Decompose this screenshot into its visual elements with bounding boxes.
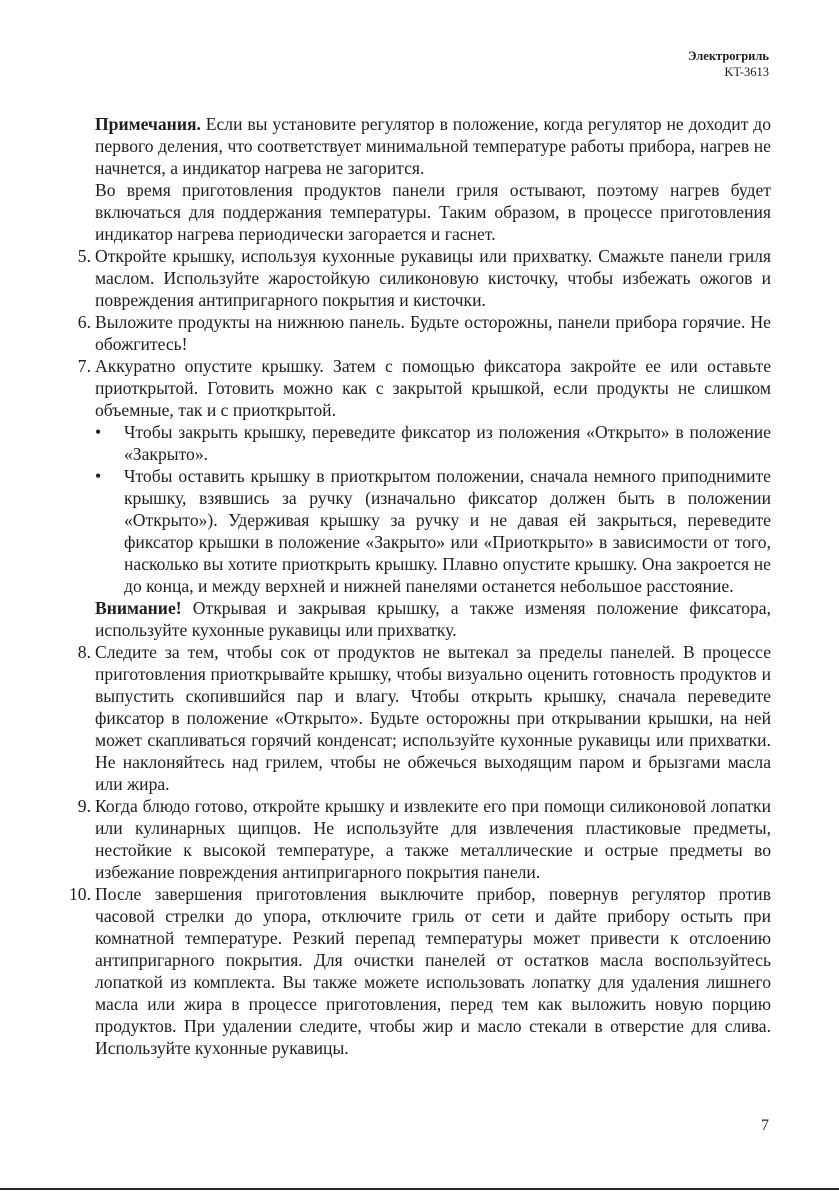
notes-paragraph [95, 113, 771, 179]
page-body [69, 113, 771, 1059]
header-product-name: Электрогриль [687, 49, 769, 63]
step-number: 5. [77, 246, 91, 266]
step-text: Откройте крышку, используя кухонные рукавицы или прихватку. Смажьте панели гриля маслом. Используйте жаростойкую силиконовую кисточку, чтобы избежать ожогов и повреждения антипригарного покрытия и кисточки. [95, 246, 771, 310]
running-header [688, 48, 769, 80]
warning-text: Открывая и закрывая крышку, а также изменяя положение фиксатора, используйте кухонные рукавицы или прихватку. [95, 598, 771, 640]
step-number: 8. [77, 642, 91, 662]
step-text: Выложите продукты на нижнюю панель. Будьте осторожны, панели прибора горячие. Не обожгитесь! [95, 312, 771, 354]
step-text: Аккуратно опустите крышку. Затем с помощью фиксатора закройте ее или оставьте приоткрытой. Готовить можно как с закрытой крышкой, если продукты не слишком объемные, так и с приоткрытой. [95, 356, 771, 420]
bullet-text: Чтобы оставить крышку в приоткрытом положении, сначала немного приподнимите крышку, взявшись за ручку (изначально фиксатор должен быть в положении «Открыто»). Удерживая крышку за ручку и не давая ей закрыться, переведите фиксатор крышки в положение «Закрыто» или «Приоткрыто» в зависимости от того, насколько вы хотите приоткрыть крышку. Плавно опустите крышку. Она закроется не до конца, и между верхней и нижней панелями останется небольшое расстояние. [124, 466, 771, 596]
step-7-bullet-list [95, 421, 771, 597]
warning-paragraph [95, 597, 771, 641]
step-text: Следите за тем, чтобы сок от продуктов не вытекал за пределы панелей. В процессе приготовления приоткрывайте крышку, чтобы визуально оценить готовность продуктов и выпустить скопившийся пар и влагу. Чтобы открыть крышку, сначала переведите фиксатор в положение «Открыто». Будьте осторожны при открывании крышки, на ней может скапливаться горячий конденсат; используйте кухонные рукавицы или прихватки. Не наклоняйтесь над грилем, чтобы не обжечься выходящим паром и брызгами масла или жира. [95, 642, 771, 794]
warning-label: Внимание! [95, 598, 182, 618]
header-model-number: KT-3613 [724, 65, 769, 79]
bullet-symbol: • [95, 466, 102, 486]
step-item [77, 355, 771, 641]
step-item [77, 245, 771, 311]
bullet-item [95, 421, 771, 465]
step-text: Когда блюдо готово, откройте крышку и извлеките его при помощи силиконовой лопатки или кулинарных щипцов. Не используйте для извлечения пластиковые предметы, нестойкие к высокой температуре, а также металлические и острые предметы во избежание повреждения антипригарного покрытия панели. [95, 796, 771, 882]
step-number: 6. [77, 312, 91, 332]
notes-label: Примечания. [95, 114, 201, 134]
step-number: 9. [77, 796, 91, 816]
steps-list [69, 245, 771, 1059]
step-number: 10. [69, 884, 91, 904]
step-number: 7. [77, 356, 91, 376]
step-item [77, 311, 771, 355]
bullet-symbol: • [95, 422, 102, 442]
bottom-divider [0, 1188, 839, 1190]
bullet-item [95, 465, 771, 597]
step-item [69, 883, 771, 1059]
page-number: 7 [761, 1117, 769, 1134]
step-item [77, 641, 771, 795]
bullet-text: Чтобы закрыть крышку, переведите фиксатор из положения «Открыто» в положение «Закрыто». [124, 422, 771, 464]
notes-paragraph-2: Во время приготовления продуктов панели гриля остывают, поэтому нагрев будет включаться для поддержания температуры. Таким образом, в процессе приготовления индикатор нагрева периодически загорается и гаснет. [95, 180, 771, 244]
step-item [77, 795, 771, 883]
step-text: После завершения приготовления выключите прибор, повернув регулятор против часовой стрелки до упора, отключите гриль от сети и дайте прибору остыть при комнатной температуре. Резкий перепад температуры может привести к отслоению антипригарного покрытия. Для очистки панелей от остатков масла воспользуйтесь лопаткой из комплекта. Вы также можете использовать лопатку для удаления лишнего масла или жира в процессе приготовления, перед тем как выложить новую порцию продуктов. При удалении следите, чтобы жир и масло стекали в отверстие для слива. Используйте кухонные рукавицы. [95, 884, 771, 1058]
notes-text: Если вы установите регулятор в положение, когда регулятор не доходит до первого деления, что соответствует минимальной температуре работы прибора, нагрев не начнется, а индикатор нагрева не загорится. [95, 114, 771, 178]
